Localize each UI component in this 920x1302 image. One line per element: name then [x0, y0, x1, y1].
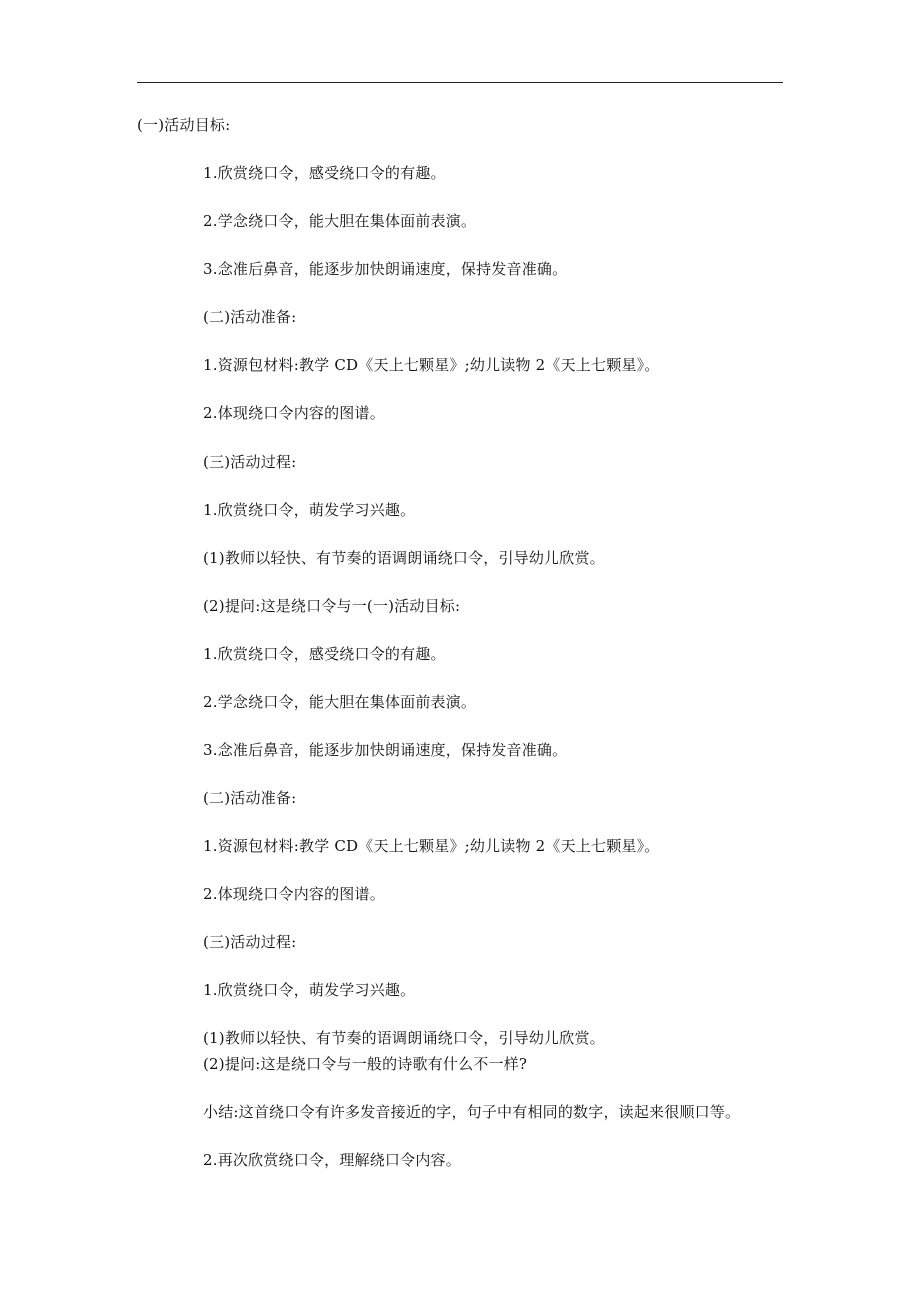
- paragraph: 1.欣赏绕口令，感受绕口令的有趣。: [203, 645, 446, 663]
- heading-process: (三)活动过程:: [203, 453, 297, 471]
- heading-preparation: (二)活动准备:: [203, 308, 297, 326]
- paragraph: 2.体现绕口令内容的图谱。: [203, 885, 385, 903]
- paragraph: 1.欣赏绕口令，感受绕口令的有趣。: [203, 164, 446, 182]
- paragraph: 1.欣赏绕口令，萌发学习兴趣。: [203, 981, 416, 999]
- heading-goals: (一)活动目标:: [137, 116, 231, 134]
- heading-preparation: (二)活动准备:: [203, 789, 297, 807]
- paragraph: 2.学念绕口令，能大胆在集体面前表演。: [203, 212, 477, 230]
- paragraph: (1)教师以轻快、有节奏的语调朗诵绕口令，引导幼儿欣赏。: [203, 1029, 605, 1047]
- paragraph: 2.再次欣赏绕口令，理解绕口令内容。: [203, 1151, 461, 1169]
- heading-process: (三)活动过程:: [203, 933, 297, 951]
- paragraph: (2)提问:这是绕口令与一般的诗歌有什么不一样?: [203, 1055, 528, 1073]
- paragraph: 1.欣赏绕口令，萌发学习兴趣。: [203, 501, 416, 519]
- paragraph: (1)教师以轻快、有节奏的语调朗诵绕口令，引导幼儿欣赏。: [203, 549, 605, 567]
- paragraph: 1.资源包材料:教学 CD《天上七颗星》;幼儿读物 2《天上七颗星》。: [203, 837, 660, 855]
- paragraph: 3.念准后鼻音，能逐步加快朗诵速度，保持发音准确。: [203, 741, 568, 759]
- summary-paragraph: 小结:这首绕口令有许多发音接近的字，句子中有相同的数字，读起来很顺口等。: [203, 1103, 741, 1121]
- paragraph: 3.念准后鼻音，能逐步加快朗诵速度，保持发音准确。: [203, 260, 568, 278]
- paragraph: 1.资源包材料:教学 CD《天上七颗星》;幼儿读物 2《天上七颗星》。: [203, 356, 660, 374]
- paragraph: 2.体现绕口令内容的图谱。: [203, 404, 385, 422]
- paragraph: 2.学念绕口令，能大胆在集体面前表演。: [203, 693, 477, 711]
- paragraph: (2)提问:这是绕口令与一(一)活动目标:: [203, 597, 461, 615]
- header-rule: [137, 82, 783, 83]
